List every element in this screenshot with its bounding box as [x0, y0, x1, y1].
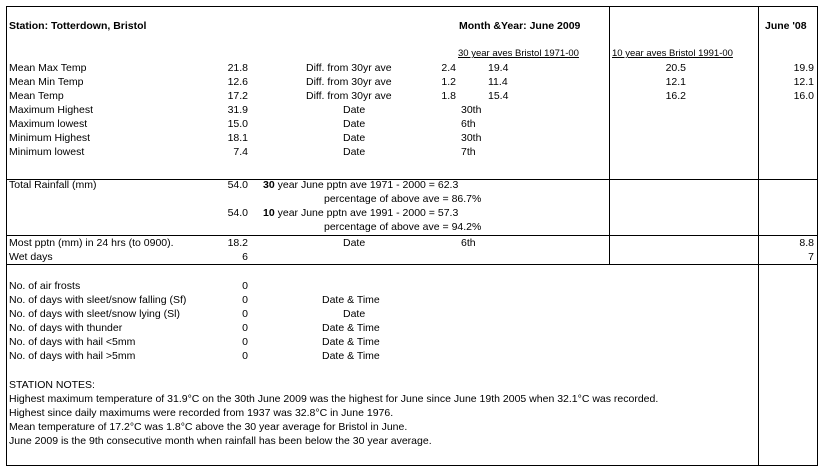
count-label: No. of days with sleet/snow lying (Sl)	[9, 308, 180, 320]
ave30-subheader: 30 year aves Bristol 1971-00	[458, 48, 579, 59]
temp-mid-label: Date	[343, 118, 366, 130]
temp-prev: 16.0	[793, 90, 814, 102]
most-pptn-date-label: Date	[343, 237, 366, 249]
temp-ave30: 15.4	[488, 90, 509, 102]
temp-value: 17.2	[227, 90, 248, 102]
temp-label: Minimum Highest	[9, 132, 91, 144]
temp-value: 12.6	[227, 76, 248, 88]
temp-label: Minimum lowest	[9, 146, 85, 158]
divider-wetdays-bottom	[6, 264, 818, 265]
weather-summary-sheet	[6, 6, 818, 466]
rainfall-30yr-num: 30	[263, 179, 275, 191]
rainfall-10yr-num: 10	[263, 207, 275, 219]
temp-mid-label: Diff. from 30yr ave	[306, 62, 392, 74]
temp-date: 30th	[461, 132, 482, 144]
divider-col-10yr	[609, 6, 610, 265]
temp-label: Maximum Highest	[9, 104, 94, 116]
temp-value: 7.4	[233, 146, 248, 158]
count-value: 0	[242, 308, 248, 320]
temp-label: Mean Temp	[9, 90, 64, 102]
notes-title: STATION NOTES:	[9, 379, 95, 391]
temp-ave10: 12.1	[665, 76, 686, 88]
rainfall-30yr-pct-line	[324, 193, 481, 205]
most-pptn-label: Most pptn (mm) in 24 hrs (to 0900).	[9, 237, 174, 249]
temp-value: 18.1	[227, 132, 248, 144]
temp-date: 6th	[461, 118, 476, 130]
wet-days-value: 6	[242, 251, 248, 263]
rainfall-label: Total Rainfall (mm)	[9, 179, 97, 191]
temp-diff: 1.2	[441, 76, 456, 88]
most-pptn-date: 6th	[461, 237, 476, 249]
temp-value: 21.8	[227, 62, 248, 74]
ave10-subheader: 10 year aves Bristol 1991-00	[612, 48, 733, 59]
count-value: 0	[242, 280, 248, 292]
temp-ave30: 19.4	[488, 62, 509, 74]
notes-line: Highest since daily maximums were recorded from 1937 was 32.8°C in June 1976.	[9, 407, 394, 419]
month-year-title: Month &Year: June 2009	[459, 20, 581, 32]
count-mid-label: Date & Time	[322, 322, 380, 334]
count-mid-label: Date & Time	[322, 336, 380, 348]
most-pptn-prev: 8.8	[799, 237, 814, 249]
temp-mid-label: Diff. from 30yr ave	[306, 76, 392, 88]
most-pptn-value: 18.2	[227, 237, 248, 249]
temp-date: 30th	[461, 104, 482, 116]
rainfall-30yr-value: 62.3	[437, 179, 459, 191]
temp-label: Mean Min Temp	[9, 76, 84, 88]
count-label: No. of air frosts	[9, 280, 81, 292]
count-mid-label: Date	[343, 308, 366, 320]
station-title: Station: Totterdown, Bristol	[9, 20, 147, 32]
temp-value: 15.0	[227, 118, 248, 130]
prev-year-title: June '08	[765, 20, 807, 32]
count-value: 0	[242, 322, 248, 334]
temp-diff: 1.8	[441, 90, 456, 102]
divider-rainfall-bottom	[6, 235, 818, 236]
count-mid-label: Date & Time	[322, 350, 380, 362]
rainfall-30yr-text: year June pptn ave 1971 - 2000 =	[274, 179, 438, 191]
count-label: No. of days with sleet/snow falling (Sf)	[9, 294, 187, 306]
rainfall-10yr-line	[263, 207, 458, 219]
notes-line: June 2009 is the 9th consecutive month when rainfall has been below the 30 year average.	[9, 435, 432, 447]
rainfall-30yr-pct-value: 86.7%	[451, 193, 482, 205]
rainfall-value-2: 54.0	[227, 207, 248, 219]
temp-mid-label: Diff. from 30yr ave	[306, 90, 392, 102]
notes-line: Mean temperature of 17.2°C was 1.8°C above the 30 year average for Bristol in June.	[9, 421, 408, 433]
count-value: 0	[242, 350, 248, 362]
border-left	[6, 6, 7, 466]
temp-ave10: 20.5	[665, 62, 686, 74]
temp-mid-label: Date	[343, 104, 366, 116]
wet-days-prev: 7	[808, 251, 814, 263]
count-mid-label: Date & Time	[322, 294, 380, 306]
temp-prev: 12.1	[793, 76, 814, 88]
border-right	[817, 6, 818, 466]
count-label: No. of days with hail <5mm	[9, 336, 136, 348]
count-label: No. of days with thunder	[9, 322, 123, 334]
temp-mid-label: Date	[343, 146, 366, 158]
rainfall-30yr-line	[263, 179, 458, 191]
rainfall-10yr-value: 57.3	[437, 207, 459, 219]
count-value: 0	[242, 336, 248, 348]
border-bottom	[6, 465, 818, 466]
temp-diff: 2.4	[441, 62, 456, 74]
temp-ave10: 16.2	[665, 90, 686, 102]
count-value: 0	[242, 294, 248, 306]
temp-date: 7th	[461, 146, 476, 158]
temp-prev: 19.9	[793, 62, 814, 74]
temp-mid-label: Date	[343, 132, 366, 144]
temp-ave30: 11.4	[488, 76, 508, 88]
rainfall-30yr-pct-text: percentage of above ave =	[324, 193, 452, 205]
rainfall-value: 54.0	[227, 179, 248, 191]
wet-days-label: Wet days	[9, 251, 53, 263]
border-top	[6, 6, 818, 7]
rainfall-10yr-pct-text: percentage of above ave =	[324, 221, 452, 233]
temp-label: Mean Max Temp	[9, 62, 87, 74]
rainfall-10yr-pct-line	[324, 221, 481, 233]
notes-line: Highest maximum temperature of 31.9°C on the 30th June 2009 was the highest for June since June 19th 2005 when 32.1°C was recorded.	[9, 393, 659, 405]
rainfall-10yr-pct-value: 94.2%	[451, 221, 482, 233]
temp-value: 31.9	[227, 104, 248, 116]
rainfall-10yr-text: year June pptn ave 1991 - 2000 =	[274, 207, 438, 219]
count-label: No. of days with hail >5mm	[9, 350, 136, 362]
temp-label: Maximum lowest	[9, 118, 88, 130]
